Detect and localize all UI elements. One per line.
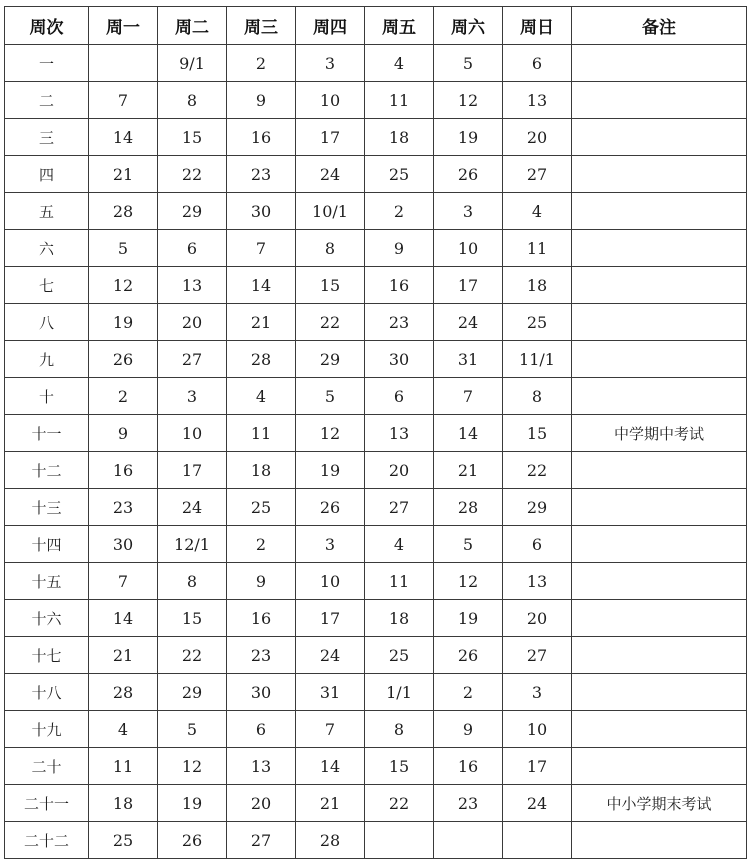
day-cell: 10 [503, 711, 572, 748]
day-cell: 15 [158, 119, 227, 156]
day-cell: 10 [296, 82, 365, 119]
week-number-cell: 十三 [5, 489, 89, 526]
day-cell: 9 [365, 230, 434, 267]
day-cell: 19 [89, 304, 158, 341]
day-cell: 30 [227, 193, 296, 230]
day-cell: 12 [296, 415, 365, 452]
table-row [5, 822, 747, 859]
column-header-tuesday: 周二 [158, 7, 227, 45]
day-cell: 3 [434, 193, 503, 230]
day-cell: 5 [434, 45, 503, 82]
day-cell: 18 [365, 119, 434, 156]
column-header-wednesday: 周三 [227, 7, 296, 45]
day-cell: 28 [434, 489, 503, 526]
day-cell: 10 [434, 230, 503, 267]
day-cell: 18 [89, 785, 158, 822]
day-cell: 7 [89, 82, 158, 119]
table-row [5, 341, 747, 378]
day-cell: 14 [89, 600, 158, 637]
day-cell: 18 [227, 452, 296, 489]
day-cell: 14 [434, 415, 503, 452]
table-row [5, 304, 747, 341]
week-number-cell: 十五 [5, 563, 89, 600]
day-cell: 25 [227, 489, 296, 526]
week-number-cell: 十二 [5, 452, 89, 489]
note-cell [572, 156, 747, 193]
column-header-week: 周次 [5, 7, 89, 45]
day-cell: 4 [365, 45, 434, 82]
day-cell: 22 [158, 637, 227, 674]
day-cell: 12 [158, 748, 227, 785]
note-cell [572, 637, 747, 674]
header-row [5, 7, 747, 45]
day-cell: 12 [434, 563, 503, 600]
table-row [5, 711, 747, 748]
day-cell: 16 [89, 452, 158, 489]
day-cell: 28 [89, 674, 158, 711]
day-cell: 19 [158, 785, 227, 822]
day-cell: 17 [296, 119, 365, 156]
week-number-cell: 十 [5, 378, 89, 415]
day-cell: 23 [434, 785, 503, 822]
week-number-cell: 一 [5, 45, 89, 82]
day-cell: 18 [503, 267, 572, 304]
week-number-cell: 八 [5, 304, 89, 341]
table-row [5, 600, 747, 637]
day-cell: 6 [503, 45, 572, 82]
day-cell: 3 [158, 378, 227, 415]
note-cell: 中学期中考试 [572, 415, 747, 452]
column-header-thursday: 周四 [296, 7, 365, 45]
note-cell [572, 378, 747, 415]
day-cell: 26 [434, 637, 503, 674]
table-row [5, 526, 747, 563]
day-cell: 16 [227, 600, 296, 637]
day-cell: 9 [434, 711, 503, 748]
day-cell: 22 [158, 156, 227, 193]
day-cell: 6 [365, 378, 434, 415]
day-cell: 30 [227, 674, 296, 711]
day-cell: 11/1 [503, 341, 572, 378]
day-cell: 22 [365, 785, 434, 822]
day-cell: 15 [365, 748, 434, 785]
day-cell: 30 [89, 526, 158, 563]
day-cell: 13 [503, 563, 572, 600]
note-cell [572, 341, 747, 378]
day-cell: 9 [227, 563, 296, 600]
week-number-cell: 十一 [5, 415, 89, 452]
day-cell: 21 [296, 785, 365, 822]
week-number-cell: 六 [5, 230, 89, 267]
day-cell: 21 [434, 452, 503, 489]
day-cell: 7 [296, 711, 365, 748]
day-cell: 2 [227, 45, 296, 82]
note-cell [572, 674, 747, 711]
day-cell: 16 [434, 748, 503, 785]
day-cell: 18 [365, 600, 434, 637]
day-cell: 2 [89, 378, 158, 415]
week-number-cell: 二十二 [5, 822, 89, 859]
day-cell: 12 [434, 82, 503, 119]
day-cell: 8 [158, 563, 227, 600]
table-row [5, 45, 747, 82]
week-number-cell: 十六 [5, 600, 89, 637]
day-cell: 12 [89, 267, 158, 304]
day-cell: 20 [365, 452, 434, 489]
day-cell: 8 [158, 82, 227, 119]
week-number-cell: 五 [5, 193, 89, 230]
day-cell: 6 [503, 526, 572, 563]
note-cell [572, 711, 747, 748]
table-row [5, 785, 747, 822]
day-cell: 27 [503, 156, 572, 193]
day-cell: 11 [227, 415, 296, 452]
day-cell: 24 [434, 304, 503, 341]
note-cell [572, 563, 747, 600]
day-cell: 15 [296, 267, 365, 304]
note-cell [572, 45, 747, 82]
week-number-cell: 十七 [5, 637, 89, 674]
day-cell: 17 [296, 600, 365, 637]
table-row [5, 156, 747, 193]
day-cell: 19 [434, 119, 503, 156]
day-cell: 23 [89, 489, 158, 526]
column-header-notes: 备注 [572, 7, 747, 45]
day-cell: 19 [296, 452, 365, 489]
table-row [5, 452, 747, 489]
school-calendar-table [4, 6, 747, 859]
day-cell: 6 [158, 230, 227, 267]
table-row [5, 82, 747, 119]
day-cell: 20 [503, 600, 572, 637]
day-cell: 7 [89, 563, 158, 600]
day-cell: 22 [503, 452, 572, 489]
table-row [5, 378, 747, 415]
table-row [5, 637, 747, 674]
day-cell: 21 [89, 637, 158, 674]
day-cell: 5 [296, 378, 365, 415]
day-cell: 7 [434, 378, 503, 415]
day-cell: 29 [503, 489, 572, 526]
day-cell: 16 [365, 267, 434, 304]
note-cell [572, 193, 747, 230]
day-cell: 13 [365, 415, 434, 452]
day-cell: 8 [296, 230, 365, 267]
day-cell: 26 [296, 489, 365, 526]
day-cell: 27 [365, 489, 434, 526]
day-cell: 9/1 [158, 45, 227, 82]
day-cell: 15 [503, 415, 572, 452]
week-number-cell: 十四 [5, 526, 89, 563]
day-cell: 27 [158, 341, 227, 378]
column-header-monday: 周一 [89, 7, 158, 45]
day-cell: 9 [89, 415, 158, 452]
day-cell: 16 [227, 119, 296, 156]
day-cell: 8 [365, 711, 434, 748]
day-cell: 24 [503, 785, 572, 822]
day-cell: 31 [434, 341, 503, 378]
day-cell [365, 822, 434, 859]
day-cell: 4 [227, 378, 296, 415]
day-cell: 5 [158, 711, 227, 748]
day-cell: 4 [365, 526, 434, 563]
day-cell: 19 [434, 600, 503, 637]
day-cell: 17 [434, 267, 503, 304]
day-cell: 23 [227, 637, 296, 674]
table-row [5, 563, 747, 600]
day-cell: 17 [503, 748, 572, 785]
day-cell: 10 [158, 415, 227, 452]
day-cell: 14 [227, 267, 296, 304]
note-cell [572, 230, 747, 267]
day-cell: 10/1 [296, 193, 365, 230]
day-cell: 27 [227, 822, 296, 859]
day-cell: 5 [434, 526, 503, 563]
day-cell: 25 [89, 822, 158, 859]
day-cell: 13 [503, 82, 572, 119]
note-cell [572, 119, 747, 156]
day-cell: 20 [503, 119, 572, 156]
week-number-cell: 十八 [5, 674, 89, 711]
day-cell: 11 [503, 230, 572, 267]
day-cell: 1/1 [365, 674, 434, 711]
day-cell: 28 [89, 193, 158, 230]
note-cell [572, 304, 747, 341]
day-cell: 21 [89, 156, 158, 193]
week-number-cell: 二 [5, 82, 89, 119]
note-cell [572, 489, 747, 526]
day-cell: 10 [296, 563, 365, 600]
day-cell: 21 [227, 304, 296, 341]
day-cell: 30 [365, 341, 434, 378]
day-cell: 26 [158, 822, 227, 859]
day-cell: 29 [158, 193, 227, 230]
column-header-friday: 周五 [365, 7, 434, 45]
day-cell: 28 [296, 822, 365, 859]
day-cell: 3 [296, 45, 365, 82]
day-cell: 23 [227, 156, 296, 193]
table-row [5, 748, 747, 785]
day-cell: 13 [158, 267, 227, 304]
week-number-cell: 三 [5, 119, 89, 156]
day-cell: 7 [227, 230, 296, 267]
week-number-cell: 十九 [5, 711, 89, 748]
day-cell: 26 [89, 341, 158, 378]
day-cell: 8 [503, 378, 572, 415]
calendar-body [5, 45, 747, 859]
day-cell: 3 [296, 526, 365, 563]
day-cell: 15 [158, 600, 227, 637]
day-cell: 29 [158, 674, 227, 711]
note-cell [572, 822, 747, 859]
day-cell: 28 [227, 341, 296, 378]
table-row [5, 415, 747, 452]
day-cell: 6 [227, 711, 296, 748]
table-row [5, 230, 747, 267]
day-cell: 24 [296, 637, 365, 674]
column-header-sunday: 周日 [503, 7, 572, 45]
day-cell: 24 [158, 489, 227, 526]
note-cell: 中小学期末考试 [572, 785, 747, 822]
day-cell: 22 [296, 304, 365, 341]
day-cell: 23 [365, 304, 434, 341]
day-cell: 31 [296, 674, 365, 711]
day-cell: 24 [296, 156, 365, 193]
day-cell [503, 822, 572, 859]
note-cell [572, 526, 747, 563]
day-cell: 4 [503, 193, 572, 230]
day-cell [434, 822, 503, 859]
day-cell: 17 [158, 452, 227, 489]
day-cell: 14 [89, 119, 158, 156]
week-number-cell: 二十一 [5, 785, 89, 822]
week-number-cell: 七 [5, 267, 89, 304]
day-cell: 13 [227, 748, 296, 785]
day-cell: 11 [365, 82, 434, 119]
day-cell: 2 [227, 526, 296, 563]
day-cell: 25 [503, 304, 572, 341]
note-cell [572, 452, 747, 489]
day-cell: 25 [365, 637, 434, 674]
day-cell: 14 [296, 748, 365, 785]
note-cell [572, 748, 747, 785]
table-row [5, 674, 747, 711]
note-cell [572, 82, 747, 119]
day-cell: 20 [227, 785, 296, 822]
table-row [5, 489, 747, 526]
day-cell: 27 [503, 637, 572, 674]
column-header-saturday: 周六 [434, 7, 503, 45]
day-cell: 9 [227, 82, 296, 119]
day-cell [89, 45, 158, 82]
note-cell [572, 267, 747, 304]
week-number-cell: 九 [5, 341, 89, 378]
day-cell: 5 [89, 230, 158, 267]
note-cell [572, 600, 747, 637]
day-cell: 4 [89, 711, 158, 748]
day-cell: 25 [365, 156, 434, 193]
week-number-cell: 四 [5, 156, 89, 193]
table-row [5, 267, 747, 304]
day-cell: 11 [89, 748, 158, 785]
day-cell: 26 [434, 156, 503, 193]
day-cell: 2 [434, 674, 503, 711]
table-row [5, 193, 747, 230]
day-cell: 12/1 [158, 526, 227, 563]
day-cell: 2 [365, 193, 434, 230]
table-row [5, 119, 747, 156]
day-cell: 3 [503, 674, 572, 711]
week-number-cell: 二十 [5, 748, 89, 785]
day-cell: 11 [365, 563, 434, 600]
day-cell: 20 [158, 304, 227, 341]
day-cell: 29 [296, 341, 365, 378]
